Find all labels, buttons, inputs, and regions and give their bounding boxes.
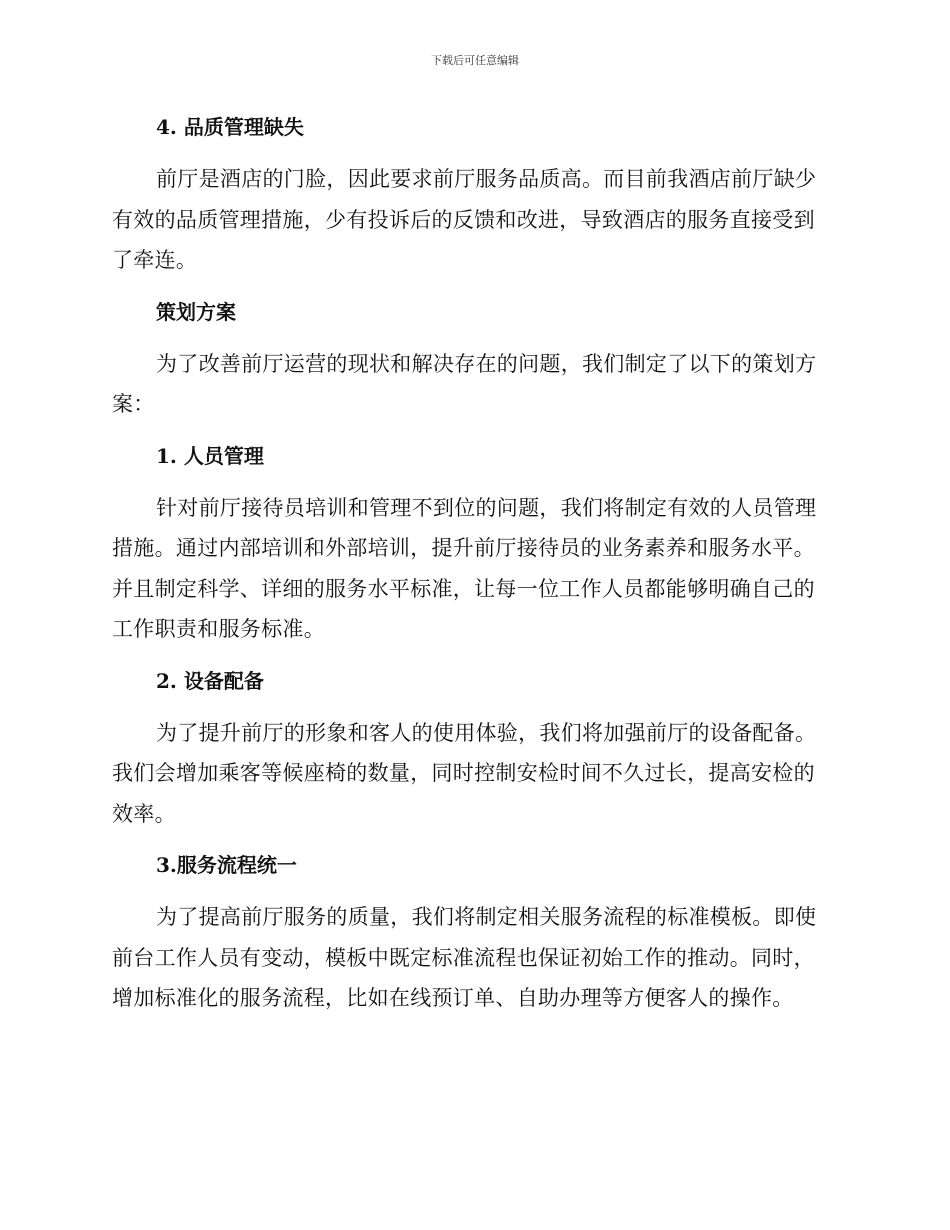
paragraph-quality: 前厅是酒店的门脸，因此要求前厅服务品质高。而目前我酒店前厅缺少有效的品质管理措施，少有投诉后的反馈和改进，导致酒店的服务直接受到了牵连。 xyxy=(112,167,817,272)
section-heading-staff: 1. 人员管理 xyxy=(156,443,264,468)
document-body xyxy=(112,108,832,1031)
paragraph-staff: 针对前厅接待员培训和管理不到位的问题，我们将制定有效的人员管理措施。通过内部培训和外部培训，提升前厅接待员的业务素养和服务水平。并且制定科学、详细的服务水平标准，让每一位工作人员都能够明确自己的工作职责和服务标准。 xyxy=(112,495,817,641)
paragraph-process: 为了提高前厅服务的质量，我们将制定相关服务流程的标准模板。即使前台工作人员有变动，模板中既定标准流程也保证初始工作的推动。同时，增加标准化的服务流程，比如在线预订单、自助办理等方便客人的操作。 xyxy=(112,905,817,1010)
section-heading-process: 3.服务流程统一 xyxy=(156,853,297,877)
page-header: 下载后可任意编辑 xyxy=(431,54,519,67)
paragraph-equipment: 为了提升前厅的形象和客人的使用体验，我们将加强前厅的设备配备。我们会增加乘客等候座椅的数量，同时控制安检时间不久过长，提高安检的效率。 xyxy=(112,720,817,826)
paragraph-plan-intro: 为了改善前厅运营的现状和解决存在的问题，我们制定了以下的策划方案： xyxy=(112,351,817,416)
section-heading-equipment: 2. 设备配备 xyxy=(156,668,264,693)
section-heading-quality: 4. 品质管理缺失 xyxy=(156,115,304,139)
section-heading-plan: 策划方案 xyxy=(156,299,236,324)
